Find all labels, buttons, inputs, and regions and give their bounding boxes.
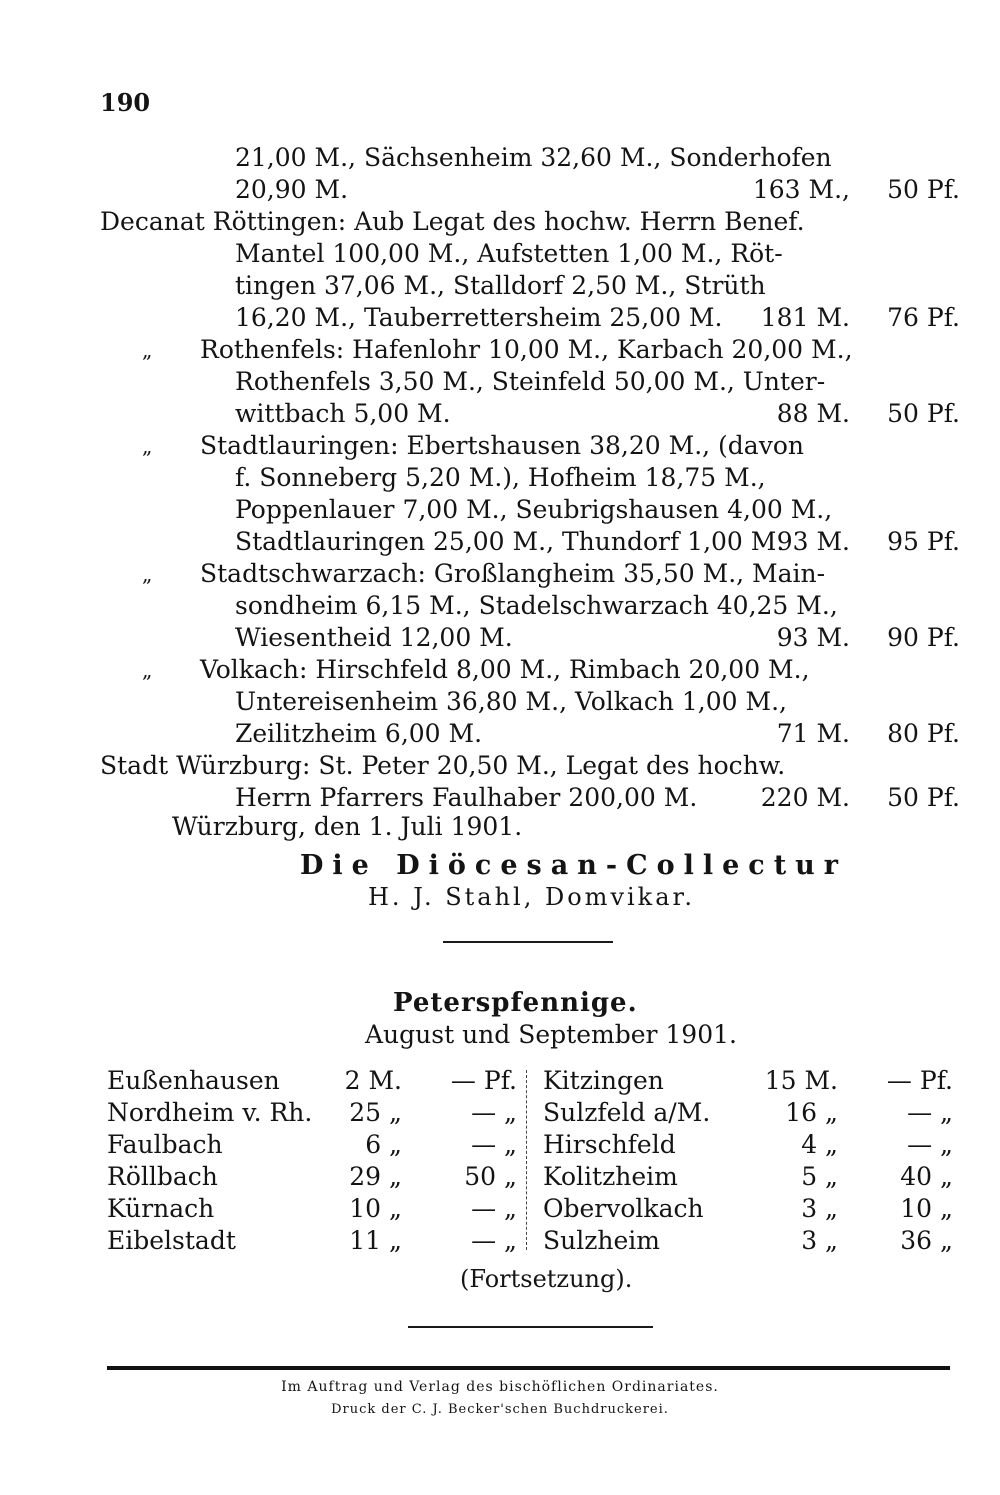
total-pfennig: 95 Pf. [887, 527, 960, 556]
page-number: 190 [100, 88, 151, 117]
parish-name: Kitzingen [543, 1066, 664, 1095]
deanery-subheading: Rothenfels: Hafenlohr 10,00 M., Karbach 20,00 M., [200, 335, 853, 364]
donation-entries [100, 142, 960, 814]
parish-row [543, 1129, 953, 1161]
divider-rule [408, 1326, 653, 1328]
entry-line [100, 494, 960, 526]
deanery-heading: Decanat Röttingen: Aub Legat des hochw. Herrn Benef. [100, 207, 805, 236]
total-pfennig: 50 Pf. [887, 399, 960, 428]
mark-amount: 5 „ [801, 1162, 838, 1191]
mark-amount: 4 „ [801, 1130, 838, 1159]
entry-text: 16,20 M., Tauberrettersheim 25,00 M. [235, 303, 723, 332]
parish-row [107, 1225, 517, 1257]
dateline: Würzburg, den 1. Juli 1901. [172, 812, 523, 841]
pfennig-amount: 36 „ [900, 1226, 953, 1255]
parish-row [543, 1225, 953, 1257]
pfennig-amount: — Pf. [886, 1066, 953, 1095]
entry-text: 21,00 M., Sächsenheim 32,60 M., Sonderhofen [235, 143, 832, 172]
deanery-subheading: Stadtlauringen: Ebertshausen 38,20 M., (davon [200, 431, 804, 460]
entry-text: f. Sonneberg 5,20 M.), Hofheim 18,75 M., [235, 463, 766, 492]
entry-line [100, 686, 960, 718]
continuation-note: (Fortsetzung). [460, 1265, 633, 1293]
total-pfennig: 80 Pf. [887, 719, 960, 748]
entry-text: sondheim 6,15 M., Stadelschwarzach 40,25 M., [235, 591, 838, 620]
entry-line [100, 590, 960, 622]
ditto-mark: „ [142, 434, 153, 458]
imprint-printer: Druck der C. J. Becker'schen Buchdruckerei. [331, 1402, 669, 1417]
divider-rule [443, 941, 613, 943]
parish-name: Nordheim v. Rh. [107, 1098, 313, 1127]
ditto-mark: „ [142, 338, 153, 362]
parish-row [543, 1065, 953, 1097]
pfennig-amount: — „ [471, 1226, 517, 1255]
pfennig-amount: — „ [907, 1098, 953, 1127]
total-mark: 93 M. [776, 527, 850, 556]
mark-amount: 2 M. [344, 1066, 402, 1095]
pfennig-amount: — „ [471, 1098, 517, 1127]
parish-name: Röllbach [107, 1162, 218, 1191]
entry-line [100, 654, 960, 686]
mark-amount: 3 „ [801, 1194, 838, 1223]
mark-amount: 16 „ [785, 1098, 838, 1127]
parish-row [107, 1129, 517, 1161]
parish-row [543, 1161, 953, 1193]
parish-name: Sulzfeld a/M. [543, 1098, 711, 1127]
entry-line [100, 558, 960, 590]
ditto-mark: „ [142, 562, 153, 586]
entry-line [100, 366, 960, 398]
entry-text: Poppenlauer 7,00 M., Seubrigshausen 4,00 M., [235, 495, 833, 524]
pfennig-amount: 10 „ [900, 1194, 953, 1223]
entry-text: 20,90 M. [235, 175, 349, 204]
total-pfennig: 90 Pf. [887, 623, 960, 652]
entry-line [100, 270, 960, 302]
parish-name: Hirschfeld [543, 1130, 676, 1159]
collectur-title: Die Diöcesan-Collectur [300, 850, 848, 881]
total-pfennig: 76 Pf. [887, 303, 960, 332]
deanery-subheading: Stadtschwarzach: Großlangheim 35,50 M., Main- [200, 559, 826, 588]
parish-name: Eibelstadt [107, 1226, 236, 1255]
entry-line [100, 782, 960, 814]
total-pfennig: 50 Pf. [887, 175, 960, 204]
entry-text: Wiesentheid 12,00 M. [235, 623, 513, 652]
total-mark: 71 M. [776, 719, 850, 748]
entry-line [100, 462, 960, 494]
parish-row [543, 1193, 953, 1225]
entry-line [100, 526, 960, 558]
peterspfennige-left-column [107, 1065, 517, 1257]
mark-amount: 15 M. [764, 1066, 838, 1095]
entry-line [100, 334, 960, 366]
parish-row [107, 1097, 517, 1129]
parish-name: Obervolkach [543, 1194, 704, 1223]
entry-line [100, 174, 960, 206]
pfennig-amount: — „ [471, 1130, 517, 1159]
mark-amount: 6 „ [365, 1130, 402, 1159]
column-separator [526, 1070, 528, 1250]
footer-rule [107, 1366, 950, 1370]
parish-name: Kürnach [107, 1194, 215, 1223]
ditto-mark: „ [142, 658, 153, 682]
parish-name: Eußenhausen [107, 1066, 280, 1095]
entry-text: Herrn Pfarrers Faulhaber 200,00 M. [235, 783, 698, 812]
entry-text: wittbach 5,00 M. [235, 399, 451, 428]
entry-line [100, 430, 960, 462]
deanery-subheading: Volkach: Hirschfeld 8,00 M., Rimbach 20,00 M., [200, 655, 810, 684]
peterspfennige-right-column [543, 1065, 953, 1257]
mark-amount: 10 „ [349, 1194, 402, 1223]
mark-amount: 29 „ [349, 1162, 402, 1191]
entry-text: Mantel 100,00 M., Aufstetten 1,00 M., Röt- [235, 239, 783, 268]
entry-line [100, 302, 960, 334]
parish-name: Sulzheim [543, 1226, 660, 1255]
total-mark: 220 M. [760, 783, 850, 812]
entry-line [100, 206, 960, 238]
total-mark: 181 M. [760, 303, 850, 332]
pfennig-amount: — „ [471, 1194, 517, 1223]
entry-line [100, 398, 960, 430]
entry-line [100, 238, 960, 270]
parish-row [107, 1065, 517, 1097]
entry-line [100, 142, 960, 174]
total-pfennig: 50 Pf. [887, 783, 960, 812]
parish-row [107, 1193, 517, 1225]
imprint-publisher: Im Auftrag und Verlag des bischöflichen Ordinariates. [281, 1379, 719, 1395]
parish-name: Faulbach [107, 1130, 223, 1159]
parish-row [107, 1161, 517, 1193]
pfennig-amount: 50 „ [464, 1162, 517, 1191]
mark-amount: 25 „ [349, 1098, 402, 1127]
entry-line [100, 622, 960, 654]
entry-text: Rothenfels 3,50 M., Steinfeld 50,00 M., Unter- [235, 367, 826, 396]
parish-name: Kolitzheim [543, 1162, 678, 1191]
parish-row [543, 1097, 953, 1129]
entry-text: Untereisenheim 36,80 M., Volkach 1,00 M., [235, 687, 787, 716]
pfennig-amount: — „ [907, 1130, 953, 1159]
deanery-heading: Stadt Würzburg: St. Peter 20,50 M., Legat des hochw. [100, 751, 786, 780]
total-mark: 88 M. [776, 399, 850, 428]
section-title: Peterspfennige. [393, 988, 638, 1018]
mark-amount: 11 „ [349, 1226, 402, 1255]
entry-line [100, 750, 960, 782]
entry-line [100, 718, 960, 750]
section-subtitle: August und September 1901. [365, 1020, 737, 1049]
pfennig-amount: — Pf. [450, 1066, 517, 1095]
entry-text: tingen 37,06 M., Stalldorf 2,50 M., Strüth [235, 271, 766, 300]
pfennig-amount: 40 „ [900, 1162, 953, 1191]
total-mark: 163 M., [752, 175, 850, 204]
total-mark: 93 M. [776, 623, 850, 652]
entry-text: Stadtlauringen 25,00 M., Thundorf 1,00 M. [235, 527, 785, 556]
entry-text: Zeilitzheim 6,00 M. [235, 719, 483, 748]
collectur-signature: H. J. Stahl, Domvikar. [368, 883, 695, 911]
mark-amount: 3 „ [801, 1226, 838, 1255]
